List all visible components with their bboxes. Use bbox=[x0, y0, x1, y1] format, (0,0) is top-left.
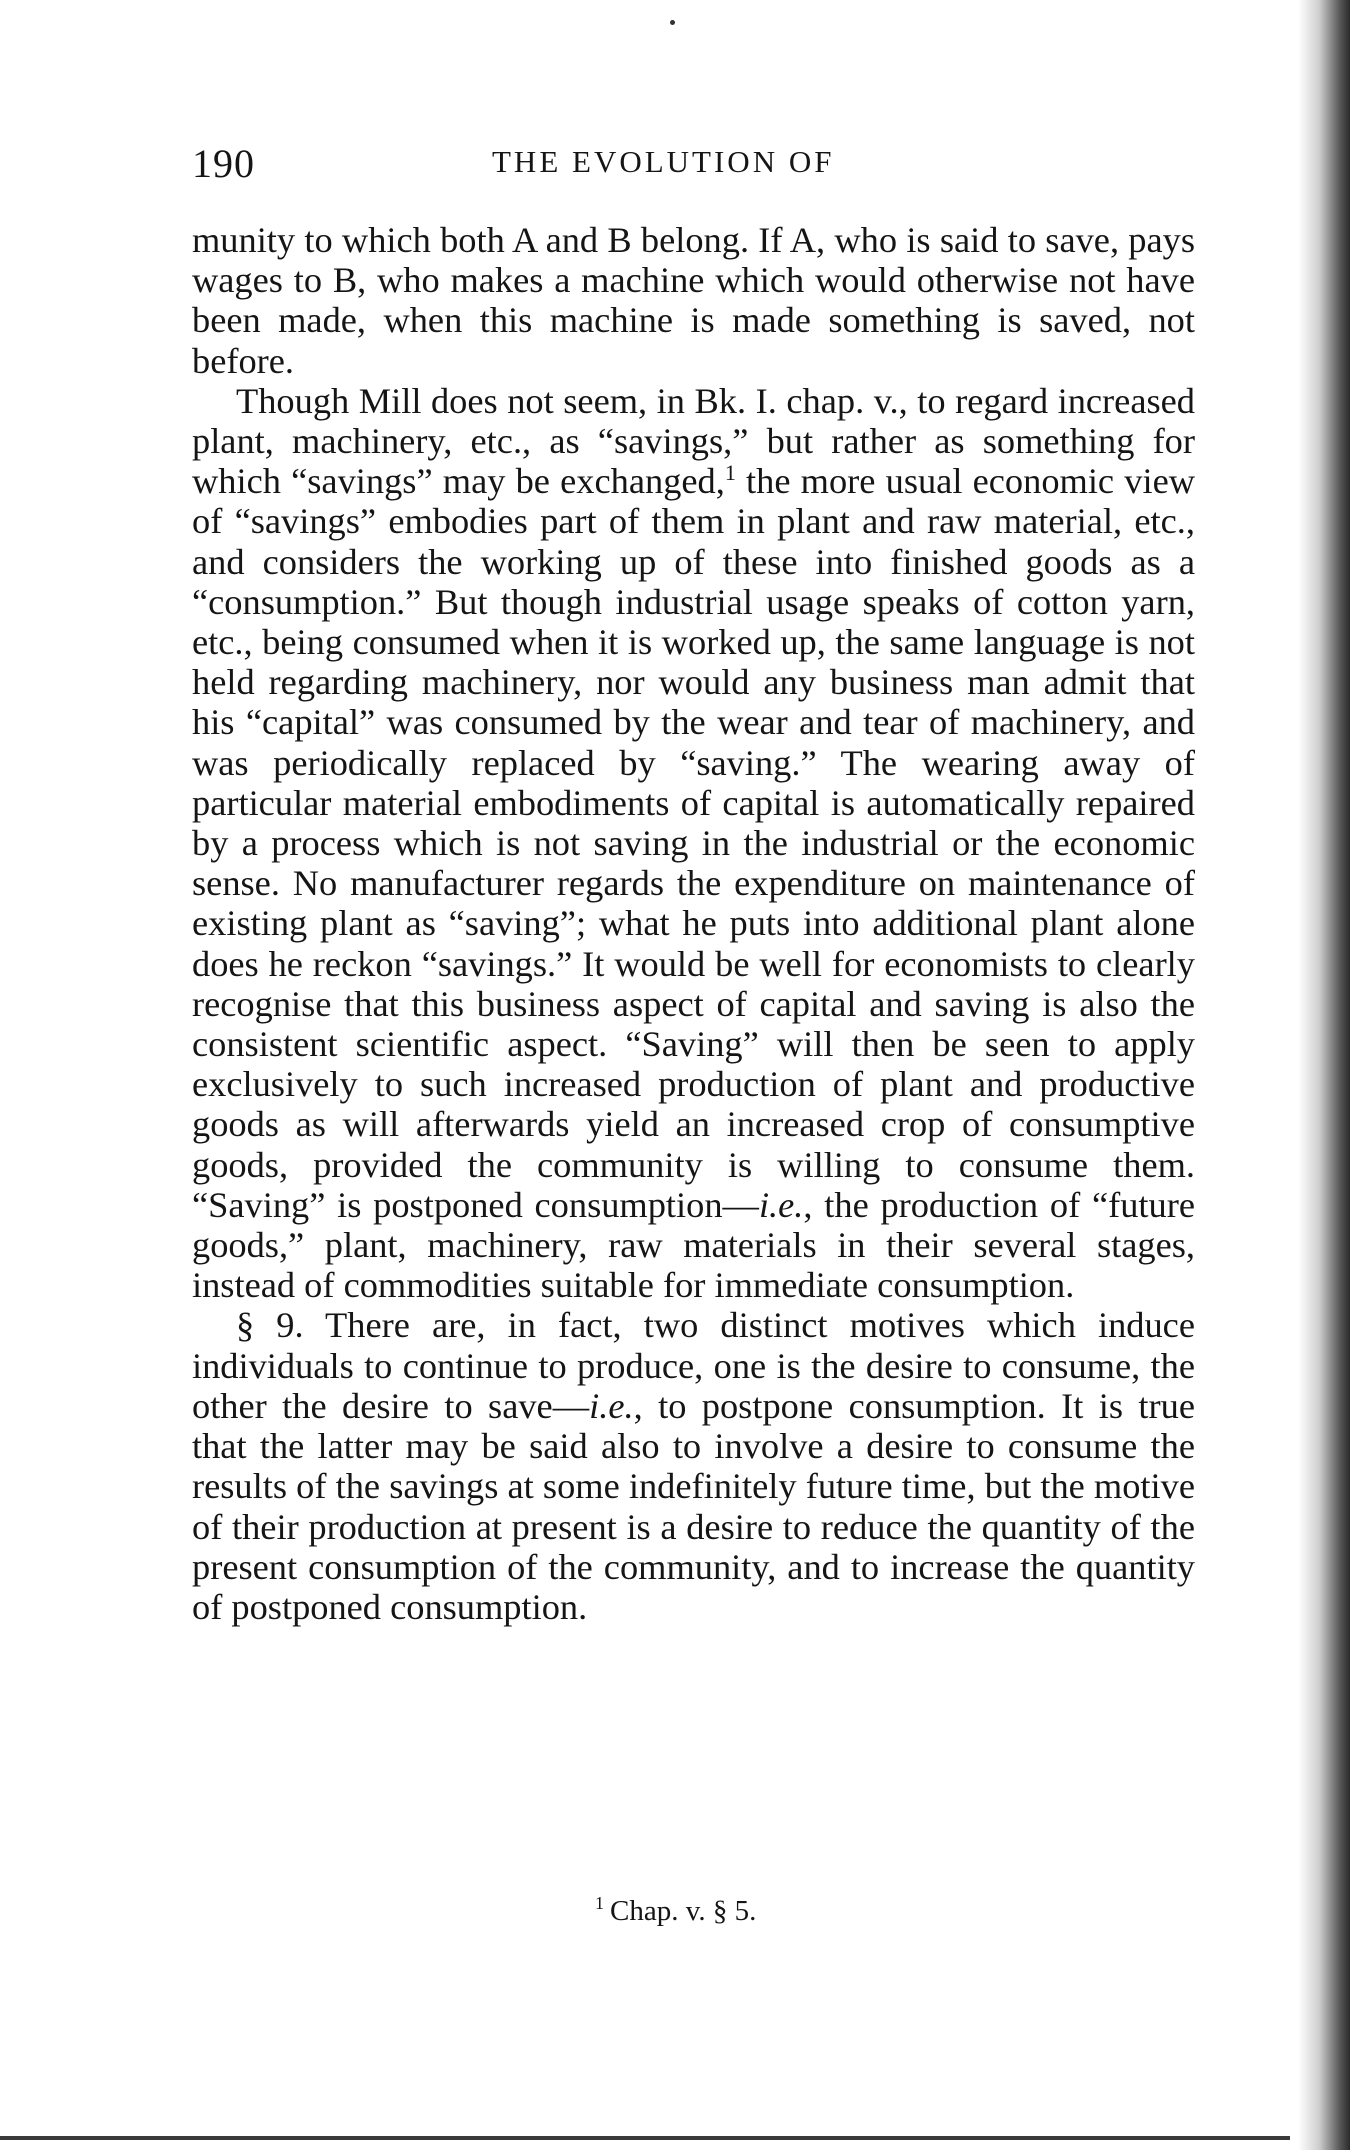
page-bottom-edge bbox=[0, 2136, 1290, 2140]
body-text bbox=[192, 220, 1195, 1627]
abbreviation-ie: i.e. bbox=[758, 1184, 804, 1225]
paragraph-2-text-end: , the production of “future goods,” plant, machinery, raw materials in their several stages, instead of commodities suitable for immediate consumption. bbox=[192, 1184, 1195, 1306]
footnote bbox=[595, 1895, 756, 1928]
abbreviation-ie: i.e. bbox=[589, 1385, 634, 1426]
paragraph-3-text-start: § 9. There are, in fact, two distinct motives which induce individuals to continue to produce, one is the desire to consume, the other the desire to save— bbox=[192, 1305, 1195, 1426]
print-speck bbox=[670, 20, 675, 25]
paragraph-1 bbox=[192, 220, 1195, 381]
footnote-reference: 1 bbox=[724, 460, 736, 486]
paragraph-2-text-middle: the more usual economic view of “savings” embodies part of them in plant and raw material, etc., and considers the working up of these into finished goods as a “consumption.” But though industrial usage speaks of cotton yarn, etc., being consumed when it is worked up, the same language is not held regarding machinery, nor would any business man admit that his “capital” was consumed by the wear and tear of machinery, and was periodically replaced by “saving.” The wearing away of particular material embodiments of capital is automatically repaired by a process which is not saving in the industrial or the economic sense. No manufacturer regards the expenditure on maintenance of existing plant as “saving”; what he puts into additional plant alone does he reckon “savings.” It would be well for economists to clearly recognise that this business aspect of capital and saving is also the consistent scientific aspect. “Saving” will then be seen to apply exclusively to such increased production of plant and productive goods as will afterwards yield an increased crop of consumptive goods, provided the community is willing to consume them. “Saving” is postponed consumption— bbox=[192, 461, 1196, 1225]
paragraph-2 bbox=[192, 381, 1195, 1306]
paragraph-3 bbox=[192, 1305, 1195, 1627]
page-binding-edge bbox=[1298, 0, 1350, 2150]
page-header bbox=[192, 140, 1192, 190]
page-number: 190 bbox=[192, 141, 255, 186]
paragraph-1-text: munity to which both A and B belong. If A, who is said to save, pays wages to B, who makes a machine which would otherwise not have been made, when this machine is made something is saved, not before. bbox=[192, 220, 1195, 381]
footnote-text: Chap. v. § 5. bbox=[610, 1895, 757, 1927]
paragraph-2-text-start: Though Mill does not seem, in Bk. I. chap. v., to regard increased plant, machinery, etc., as “savings,” but rather as something for which “savings” may be exchanged, bbox=[192, 380, 1195, 502]
running-title: THE EVOLUTION OF bbox=[492, 144, 835, 179]
footnote-marker: 1 bbox=[595, 1893, 604, 1914]
paragraph-3-text-end: , to postpone consumption. It is true that the latter may be said also to involve a desire to consume the results of the savings at some indefinitely future time, but the motive of their production at present is a desire to reduce the quantity of the present consumption of the community, and to increase the quantity of postponed consumption. bbox=[192, 1385, 1196, 1627]
